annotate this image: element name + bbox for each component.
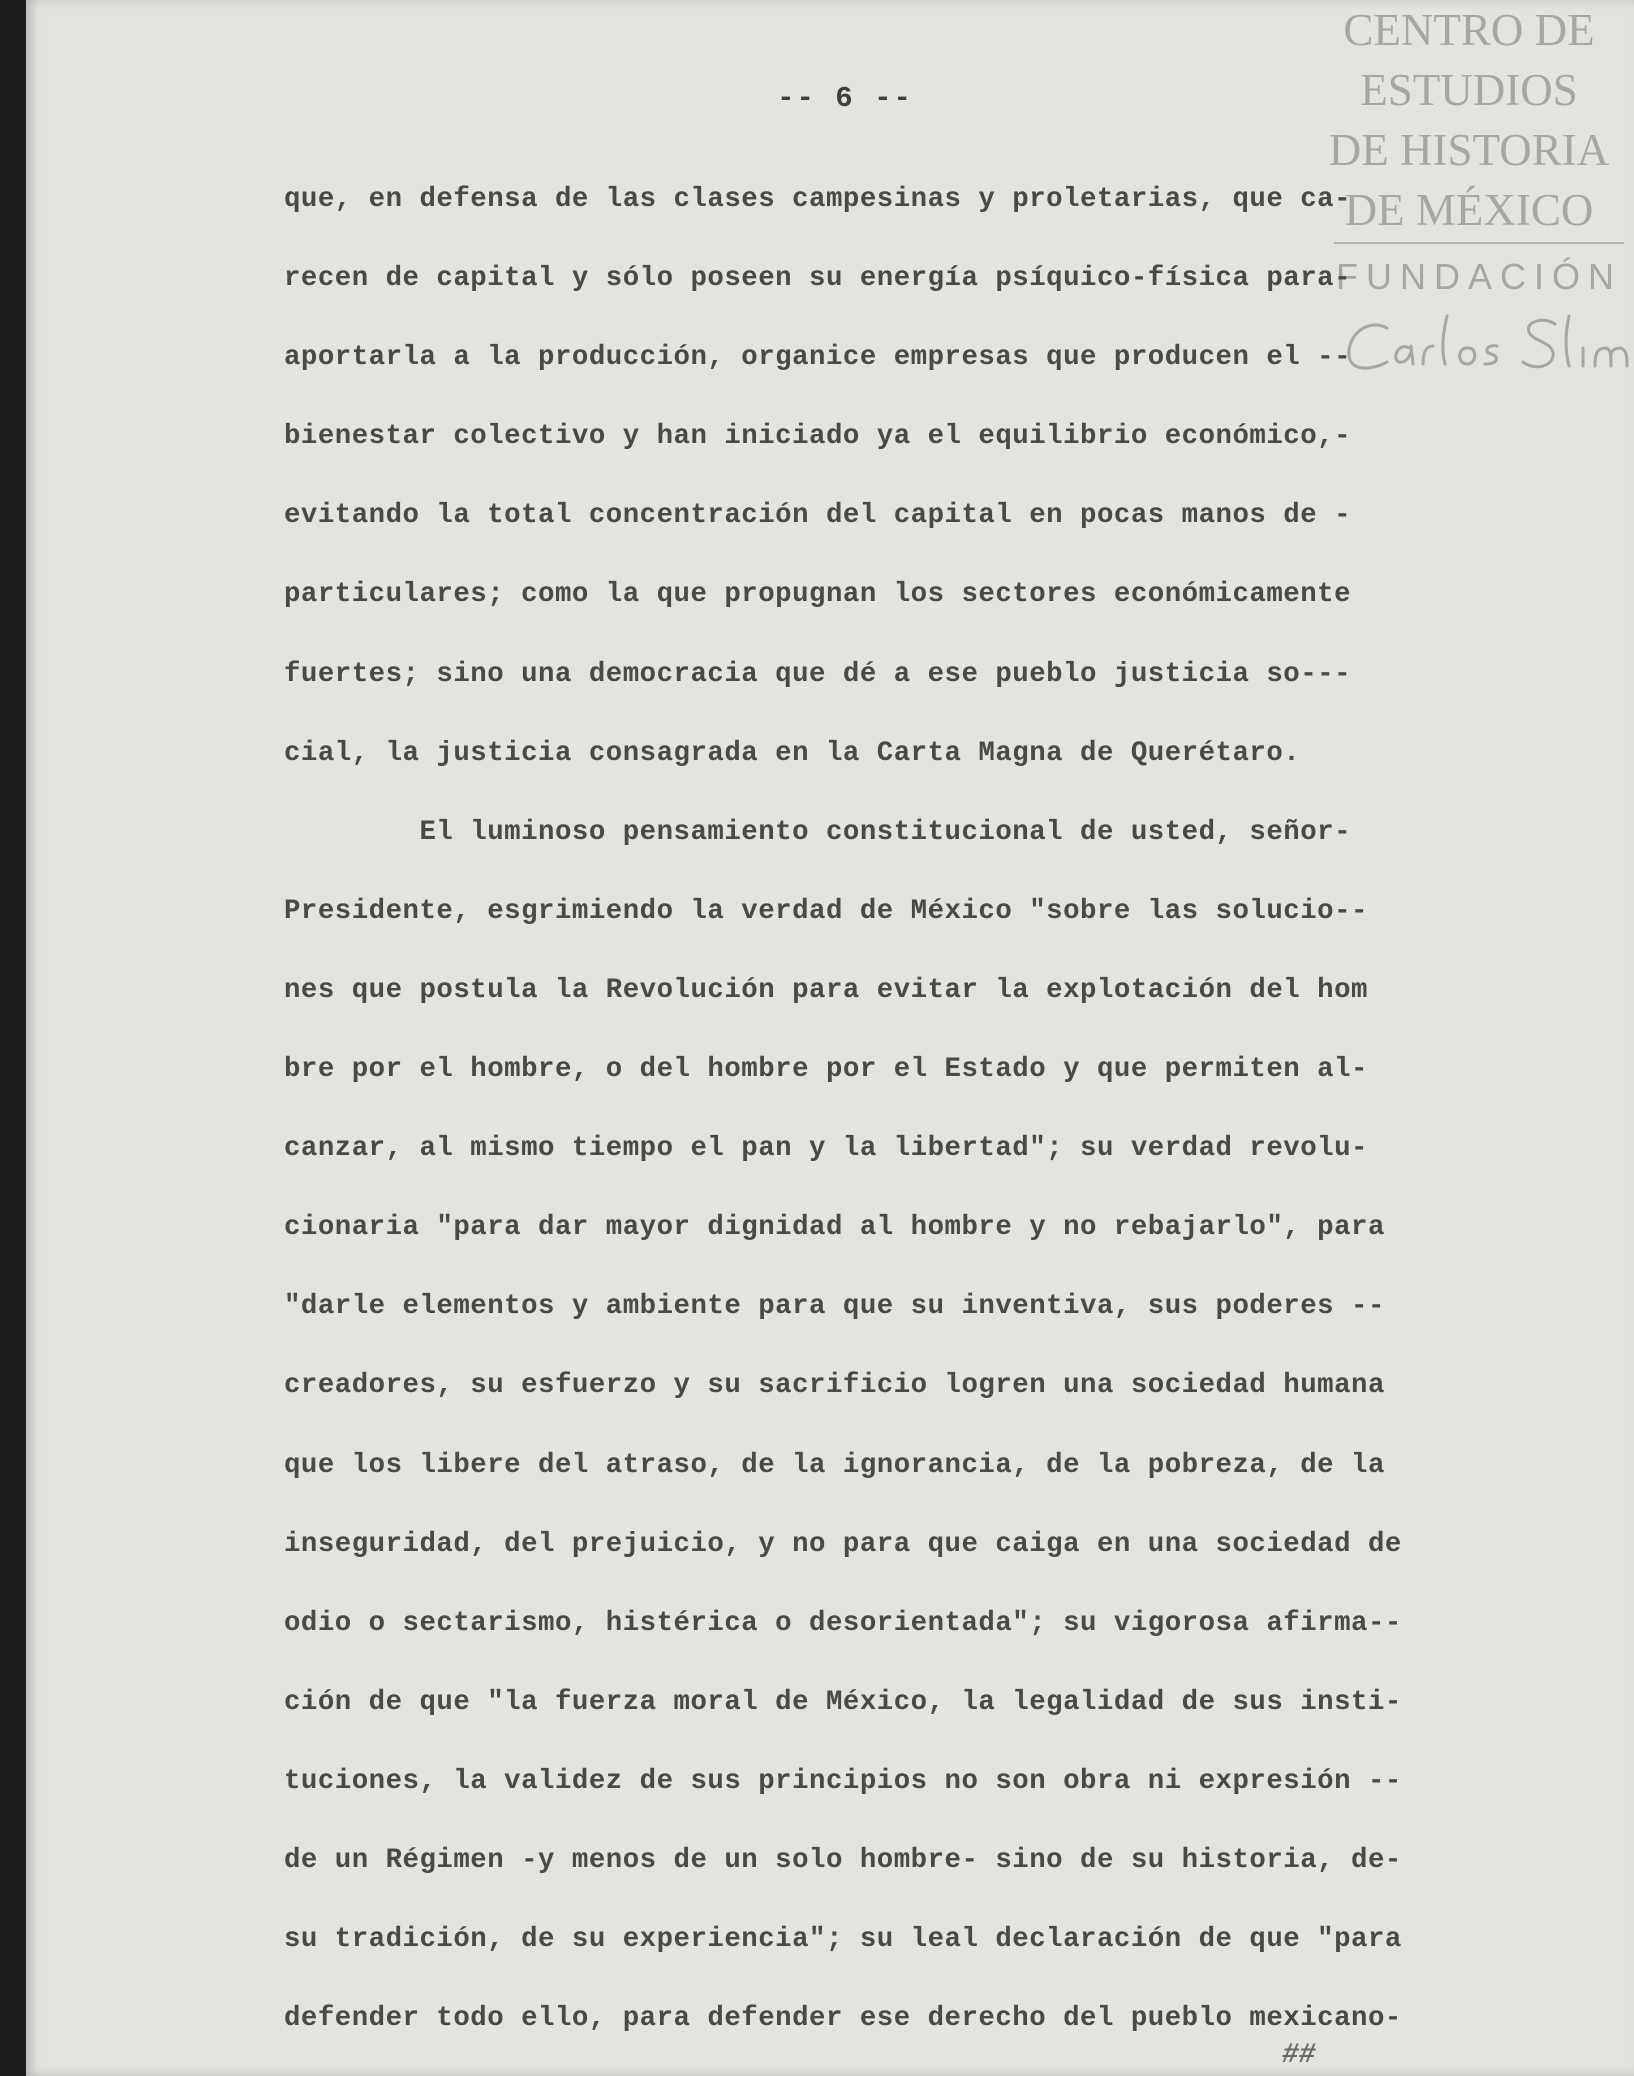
text-line: bre por el hombre, o del hombre por el Estado y que permiten al- (284, 1054, 1368, 1086)
text-line: que los libere del atraso, de la ignorancia, de la pobreza, de la (284, 1449, 1385, 1481)
text-line: inseguridad, del prejuicio, y no para que caiga en una sociedad de (284, 1528, 1402, 1560)
text-line: particulares; como la que propugnan los sectores económicamente (284, 579, 1352, 611)
watermark-line-3: DE HISTORIA (1328, 125, 1610, 175)
text-line: recen de capital y sólo poseen su energía psíquico-física para- (284, 263, 1352, 295)
text-line: El luminoso pensamiento constitucional de usted, señor- (284, 816, 1352, 848)
text-line: nes que postula la Revolución para evitar la explotación del hom (284, 974, 1368, 1006)
text-line: cial, la justicia consagrada en la Carta Magna de Querétaro. (284, 737, 1301, 769)
watermark-foundation: FUNDACIÓN (1336, 256, 1622, 297)
page-number: -- 6 -- (777, 82, 913, 115)
text-line: de un Régimen -y menos de un solo hombre- sino de su historia, de- (284, 1844, 1402, 1876)
text-line: odio o sectarismo, histérica o desorientada"; su vigorosa afirma-- (284, 1607, 1402, 1639)
text-line: Presidente, esgrimiendo la verdad de México "sobre las solucio-- (284, 895, 1368, 927)
document-page (26, 0, 1634, 2076)
watermark-line-2: ESTUDIOS (1360, 65, 1578, 115)
text-line: defender todo ello, para defender ese derecho del pueblo mexicano- (284, 2003, 1402, 2035)
text-line: ción de que "la fuerza moral de México, la legalidad de sus insti- (284, 1686, 1402, 1718)
text-line: canzar, al mismo tiempo el pan y la libertad"; su verdad revolu- (284, 1133, 1368, 1165)
text-line: que, en defensa de las clases campesinas y proletarias, que ca- (284, 184, 1352, 215)
end-mark: ## (1282, 2040, 1316, 2071)
text-line: creadores, su esfuerzo y su sacrificio logren una sociedad humana (284, 1370, 1385, 1402)
watermark-line-4: DE MÉXICO (1344, 185, 1594, 235)
watermark-line-1: CENTRO DE (1343, 5, 1595, 55)
text-line: "darle elementos y ambiente para que su inventiva, sus poderes -- (284, 1291, 1385, 1323)
typed-text-body (284, 160, 1584, 2058)
text-line: fuertes; sino una democracia que dé a ese pueblo justicia so--- (284, 658, 1352, 690)
text-line: cionaria "para dar mayor dignidad al hombre y no rebajarlo", para (284, 1212, 1385, 1244)
text-line: aportarla a la producción, organice empresas que producen el -- (284, 342, 1352, 374)
text-line: bienestar colectivo y han iniciado ya el equilibrio económico,- (284, 421, 1352, 453)
text-line: tuciones, la validez de sus principios no son obra ni expresión -- (284, 1765, 1402, 1797)
text-line: evitando la total concentración del capital en pocas manos de - (284, 500, 1352, 532)
text-line: su tradición, de su experiencia"; su leal declaración de que "para (284, 1924, 1402, 1956)
